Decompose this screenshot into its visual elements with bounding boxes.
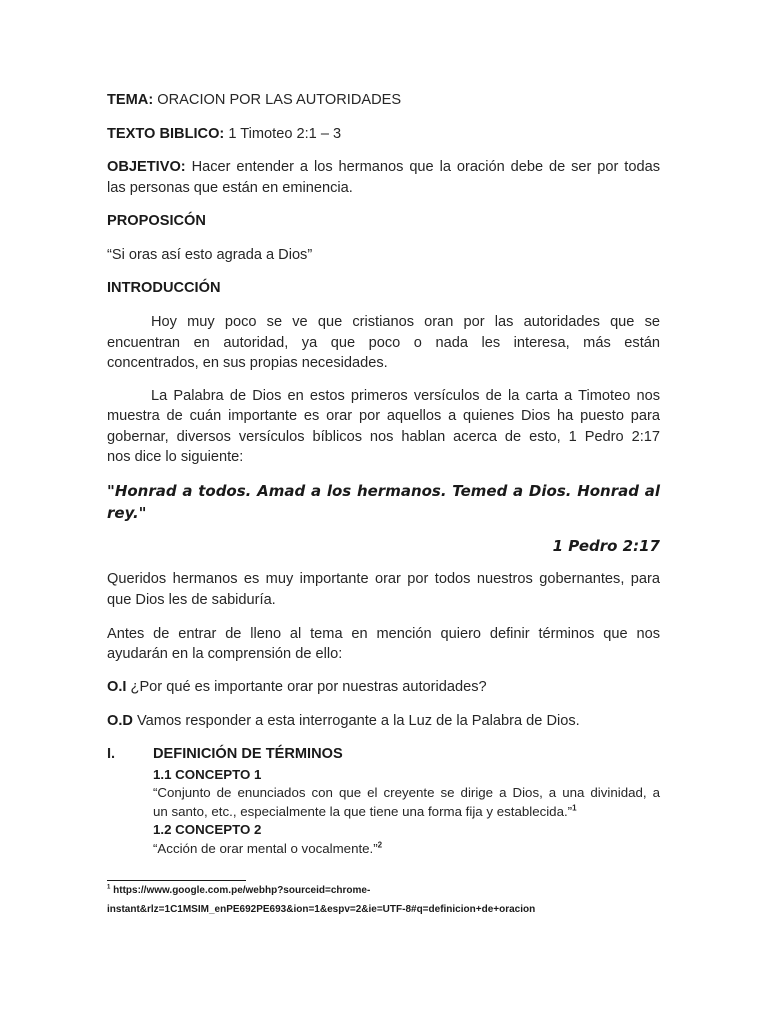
od-line (107, 711, 660, 732)
intro-p1-line-1: Hoy muy poco se ve que cristianos oran por las autoridades que se (151, 314, 660, 330)
footnote-mark: 1 (107, 884, 111, 891)
texto-biblico-label: TEXTO BIBLICO: (107, 126, 225, 142)
concepto-1-line-1: “Conjunto de enunciados con que el creyente se dirige a Dios, a una divinidad, a (153, 785, 660, 800)
intro-p4-line-2: ayudarán en la comprensión de ello: (107, 646, 343, 662)
verse-reference: 1 Pedro 2:17 (552, 537, 660, 555)
texto-biblico-value: 1 Timoteo 2:1 – 3 (228, 126, 342, 142)
od-text: Vamos responder a esta interrogante a la Luz de la Palabra de Dios. (137, 713, 580, 729)
objetivo-text-1: Hacer entender a los hermanos que la oración debe de ser por todas (191, 159, 661, 175)
footnote-url-1[interactable]: https://www.google.com.pe/webhp?sourceid=chrome- (113, 885, 371, 896)
intro-p1-line-3: concentrados, en sus propias necesidades. (107, 355, 388, 371)
objetivo-label: OBJETIVO: (107, 159, 186, 175)
concepto-2-text: “Acción de orar mental o vocalmente.” (153, 841, 378, 856)
tema-line (107, 90, 660, 111)
concepto-2-wrap (153, 839, 660, 860)
texto-biblico-line (107, 124, 660, 145)
intro-p3-line-1: Queridos hermanos es muy importante orar por todos nuestros gobernantes, para (107, 571, 660, 587)
section-number: I. (107, 746, 116, 762)
intro-p4-line-1: Antes de entrar de lleno al tema en mención quiero definir términos que nos (107, 626, 660, 642)
proposicion-text: “Si oras así esto agrada a Dios” (107, 247, 313, 263)
footnote-ref-2[interactable]: 2 (377, 840, 383, 850)
footnote-line-1 (107, 884, 667, 898)
objetivo-line-2: las personas que están en eminencia. (107, 180, 353, 196)
verse-line-2: rey." (107, 504, 147, 522)
verse-line-1: "Honrad a todos. Amad a los hermanos. Temed a Dios. Honrad al (107, 482, 660, 500)
intro-p3-line-2: que Dios les de sabiduría. (107, 592, 276, 608)
intro-p2-line-2: muestra de cuán importante es orar por aquellos a quienes Dios ha puesto para (107, 408, 660, 424)
intro-p1-line-2: encuentran en autoridad, ya que poco o nada les interesa, más están (107, 335, 660, 351)
tema-value: ORACION POR LAS AUTORIDADES (157, 92, 402, 108)
introduccion-heading: INTRODUCCIÓN (107, 280, 221, 296)
section-title: DEFINICIÓN DE TÉRMINOS (153, 746, 343, 762)
oi-label: O.I (107, 679, 127, 695)
footnote-separator (107, 880, 246, 881)
od-label: O.D (107, 713, 133, 729)
concepto-1-title: 1.1 CONCEPTO 1 (153, 767, 262, 782)
concepto-2-title: 1.2 CONCEPTO 2 (153, 822, 262, 837)
tema-label: TEMA: (107, 92, 154, 108)
oi-text: ¿Por qué es importante orar por nuestras autoridades? (130, 679, 487, 695)
intro-p2-line-4: nos dice lo siguiente: (107, 449, 244, 465)
objetivo-line-1 (107, 157, 660, 178)
footnote-ref-1[interactable]: 1 (572, 803, 577, 813)
proposicion-heading: PROPOSICÓN (107, 213, 206, 229)
intro-p2-line-3: gobernar, diversos versículos bíblicos nos hablan acerca de esto, 1 Pedro 2:17 (107, 429, 660, 445)
concepto-1-line-2: un santo, etc., especialmente la que tiene una forma fija y establecida.” (153, 804, 573, 819)
intro-p2-line-1: La Palabra de Dios en estos primeros versículos de la carta a Timoteo nos (151, 388, 660, 404)
oi-line (107, 677, 660, 698)
footnote-url-2[interactable]: instant&rlz=1C1MSIM_enPE692PE693&ion=1&espv=2&ie=UTF-8#q=definicion+de+oracion (107, 904, 536, 915)
